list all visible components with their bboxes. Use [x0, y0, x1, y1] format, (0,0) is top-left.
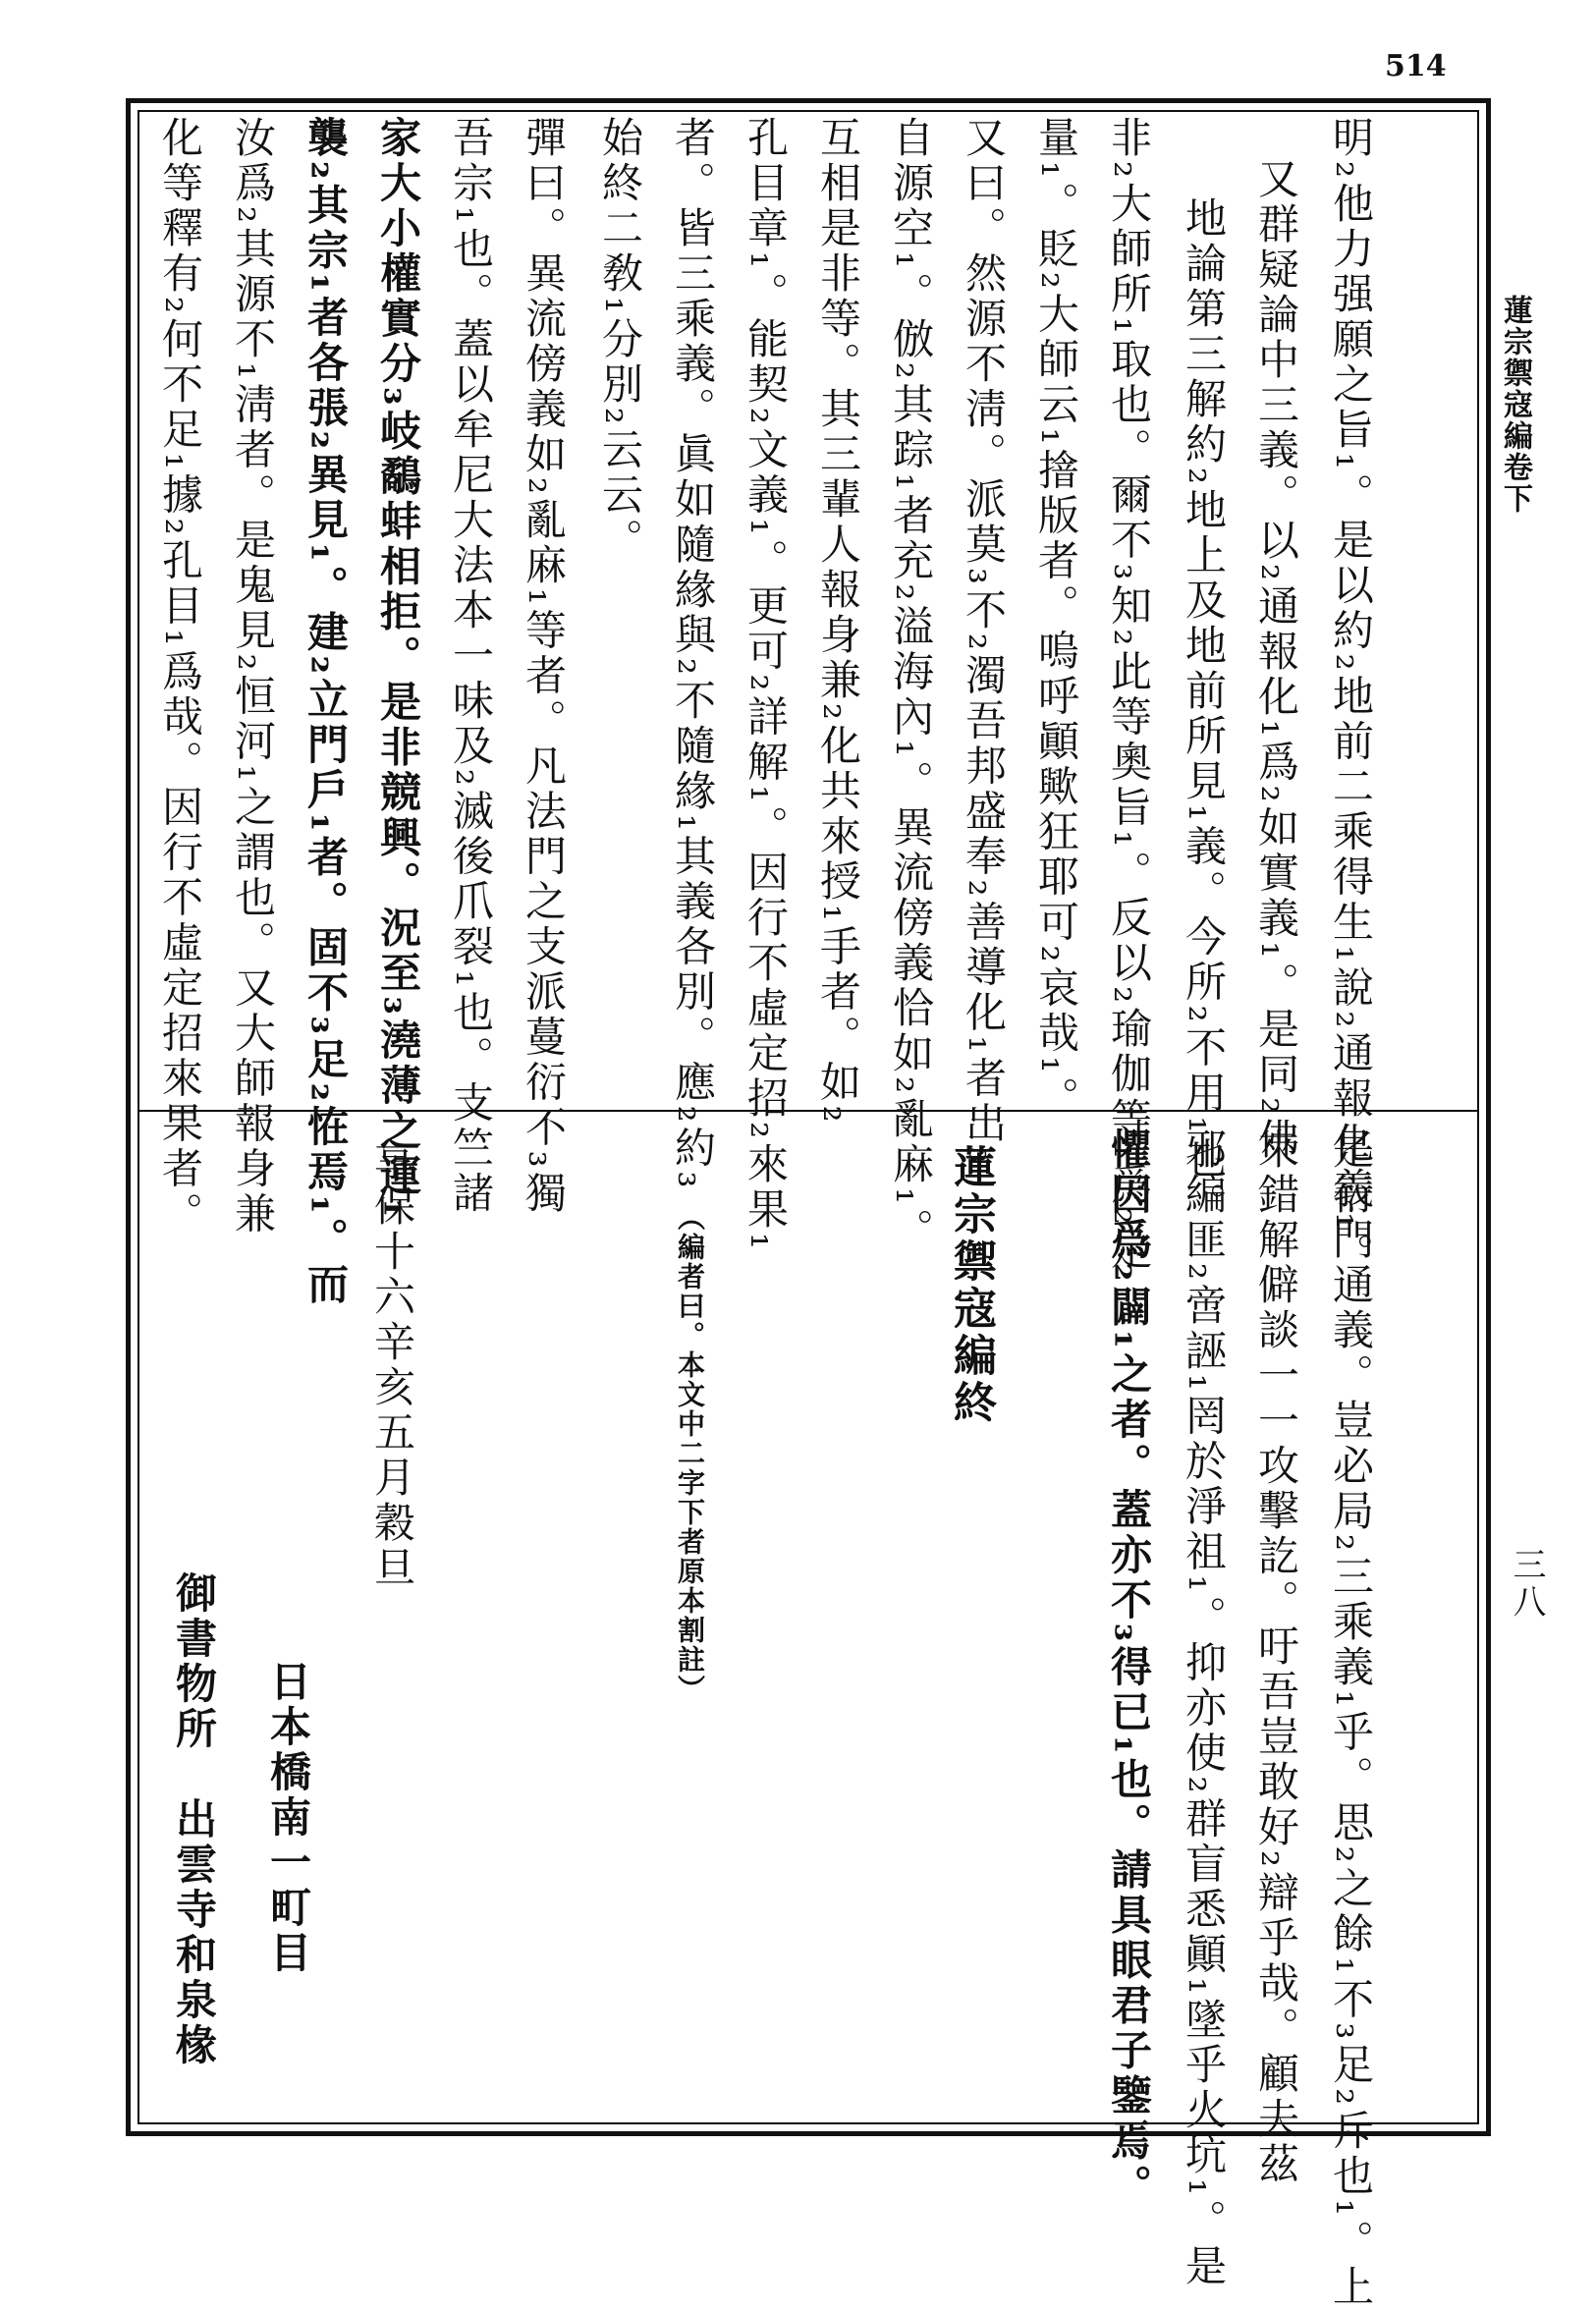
upper-column-11: 始終二敎₁分別₂云云。: [596, 116, 644, 564]
editor-note: （編者曰。本文中二字下者原本割註）: [674, 1203, 706, 1704]
upper-column-7: 自源空₁。倣₂其踪₁者充₂溢海內₁。異流傍義恰如₂亂麻₁。: [887, 116, 935, 1253]
upper-column-6: 又曰。然源不淸。派莫₃不₂濁吾邦盛奉₂善導化₁者出₃: [960, 116, 1008, 1168]
upper-column-9: 孔目章₁。能契₂文義₁。更可₂詳解₁。因行不虛定招₂來果₁: [742, 116, 790, 1253]
upper-column-8: 互相是非等。其三輩人報身兼₂化共來授₁手者。如₂: [814, 116, 862, 1127]
upper-column-17: 化等釋有₂何不足₁據₂孔目₁爲哉。因行不虛定招來果者。: [156, 116, 204, 1238]
lower-column-2: 來錯解僻談一一攻擊訖。吁吾豈敢好₂辯乎哉。顧夫茲: [1252, 1128, 1300, 2187]
upper-column-15: 襲₂其宗₁者各張₂異見₁。建₂立門戶₁者。固不₃足₂恠焉₁。而: [302, 116, 350, 1308]
lower-column-3: 邪編匪₂啻誣₁罔於淨祖₁。抑亦使₂群盲悉顚₁墜乎火坑₁。是: [1180, 1128, 1228, 2290]
lower-column-1: 是衍門通義。豈必局₂三乘義₁乎。思₂之餘₁不₃足₂斥也₁。上: [1327, 1128, 1375, 2310]
upper-column-14: 家大小權實分₃岐鷸蚌相拒。是非競興。況至₃澆薄之運₁: [374, 116, 422, 1222]
end-title: 蓮宗禦寇編終: [946, 1144, 996, 1427]
upper-column-13: 吾宗₁也。蓋以牟尼大法本一味及₂滅後爪裂₁也。支竺諸: [447, 116, 495, 1217]
publisher-name: 御書物所 出雲寺和泉椽: [170, 1571, 218, 2068]
upper-column-10: 者。皆三乘義。眞如隨緣與₂不隨緣₁其義各別。應₂約₃: [669, 116, 717, 1192]
publication-date: 享保十六辛亥五月穀旦: [368, 1139, 416, 1591]
publisher-address: 日本橋南一町目: [264, 1660, 312, 1976]
lower-column-4: 懼因爲₂闢₁之者。蓋亦不₃得已₁也。請具眼君子鑒焉。: [1105, 1128, 1153, 2210]
upper-column-16: 汝爲₂其源不₁淸者。是鬼見₂恒河₁之謂也。又大師報身兼: [229, 116, 277, 1238]
side-header-title: 蓮宗禦寇編卷下: [1498, 295, 1532, 515]
upper-column-1: 明₂他力强願之旨₁。是以約₂地前二乘得生₁說₂通報化義₁。: [1327, 116, 1375, 1279]
upper-column-12: 彈曰。異流傍義如₂亂麻₁等者。凡法門之支派蔓衍不₃獨: [520, 116, 568, 1217]
upper-column-3: 地論第三解約₂地上及地前所見₁義。今所₂不用₁也。: [1180, 196, 1228, 1228]
page-number: 514: [1385, 49, 1447, 83]
upper-column-2: 又群疑論中三義。以₂通報化₁爲₂如實義₁。是同₂佛: [1252, 157, 1300, 1164]
side-leaf-number: 三八: [1507, 1547, 1546, 1622]
upper-column-4: 非₂大師所₁取也。爾不₃知₂此等奧旨₁。反以₂瑜伽等₁爲₂定: [1105, 116, 1153, 1274]
upper-column-5: 量₁。貶₂大師云₁摿版者。嗚呼顚歟狂耶可₂哀哉₁。: [1032, 116, 1080, 1123]
